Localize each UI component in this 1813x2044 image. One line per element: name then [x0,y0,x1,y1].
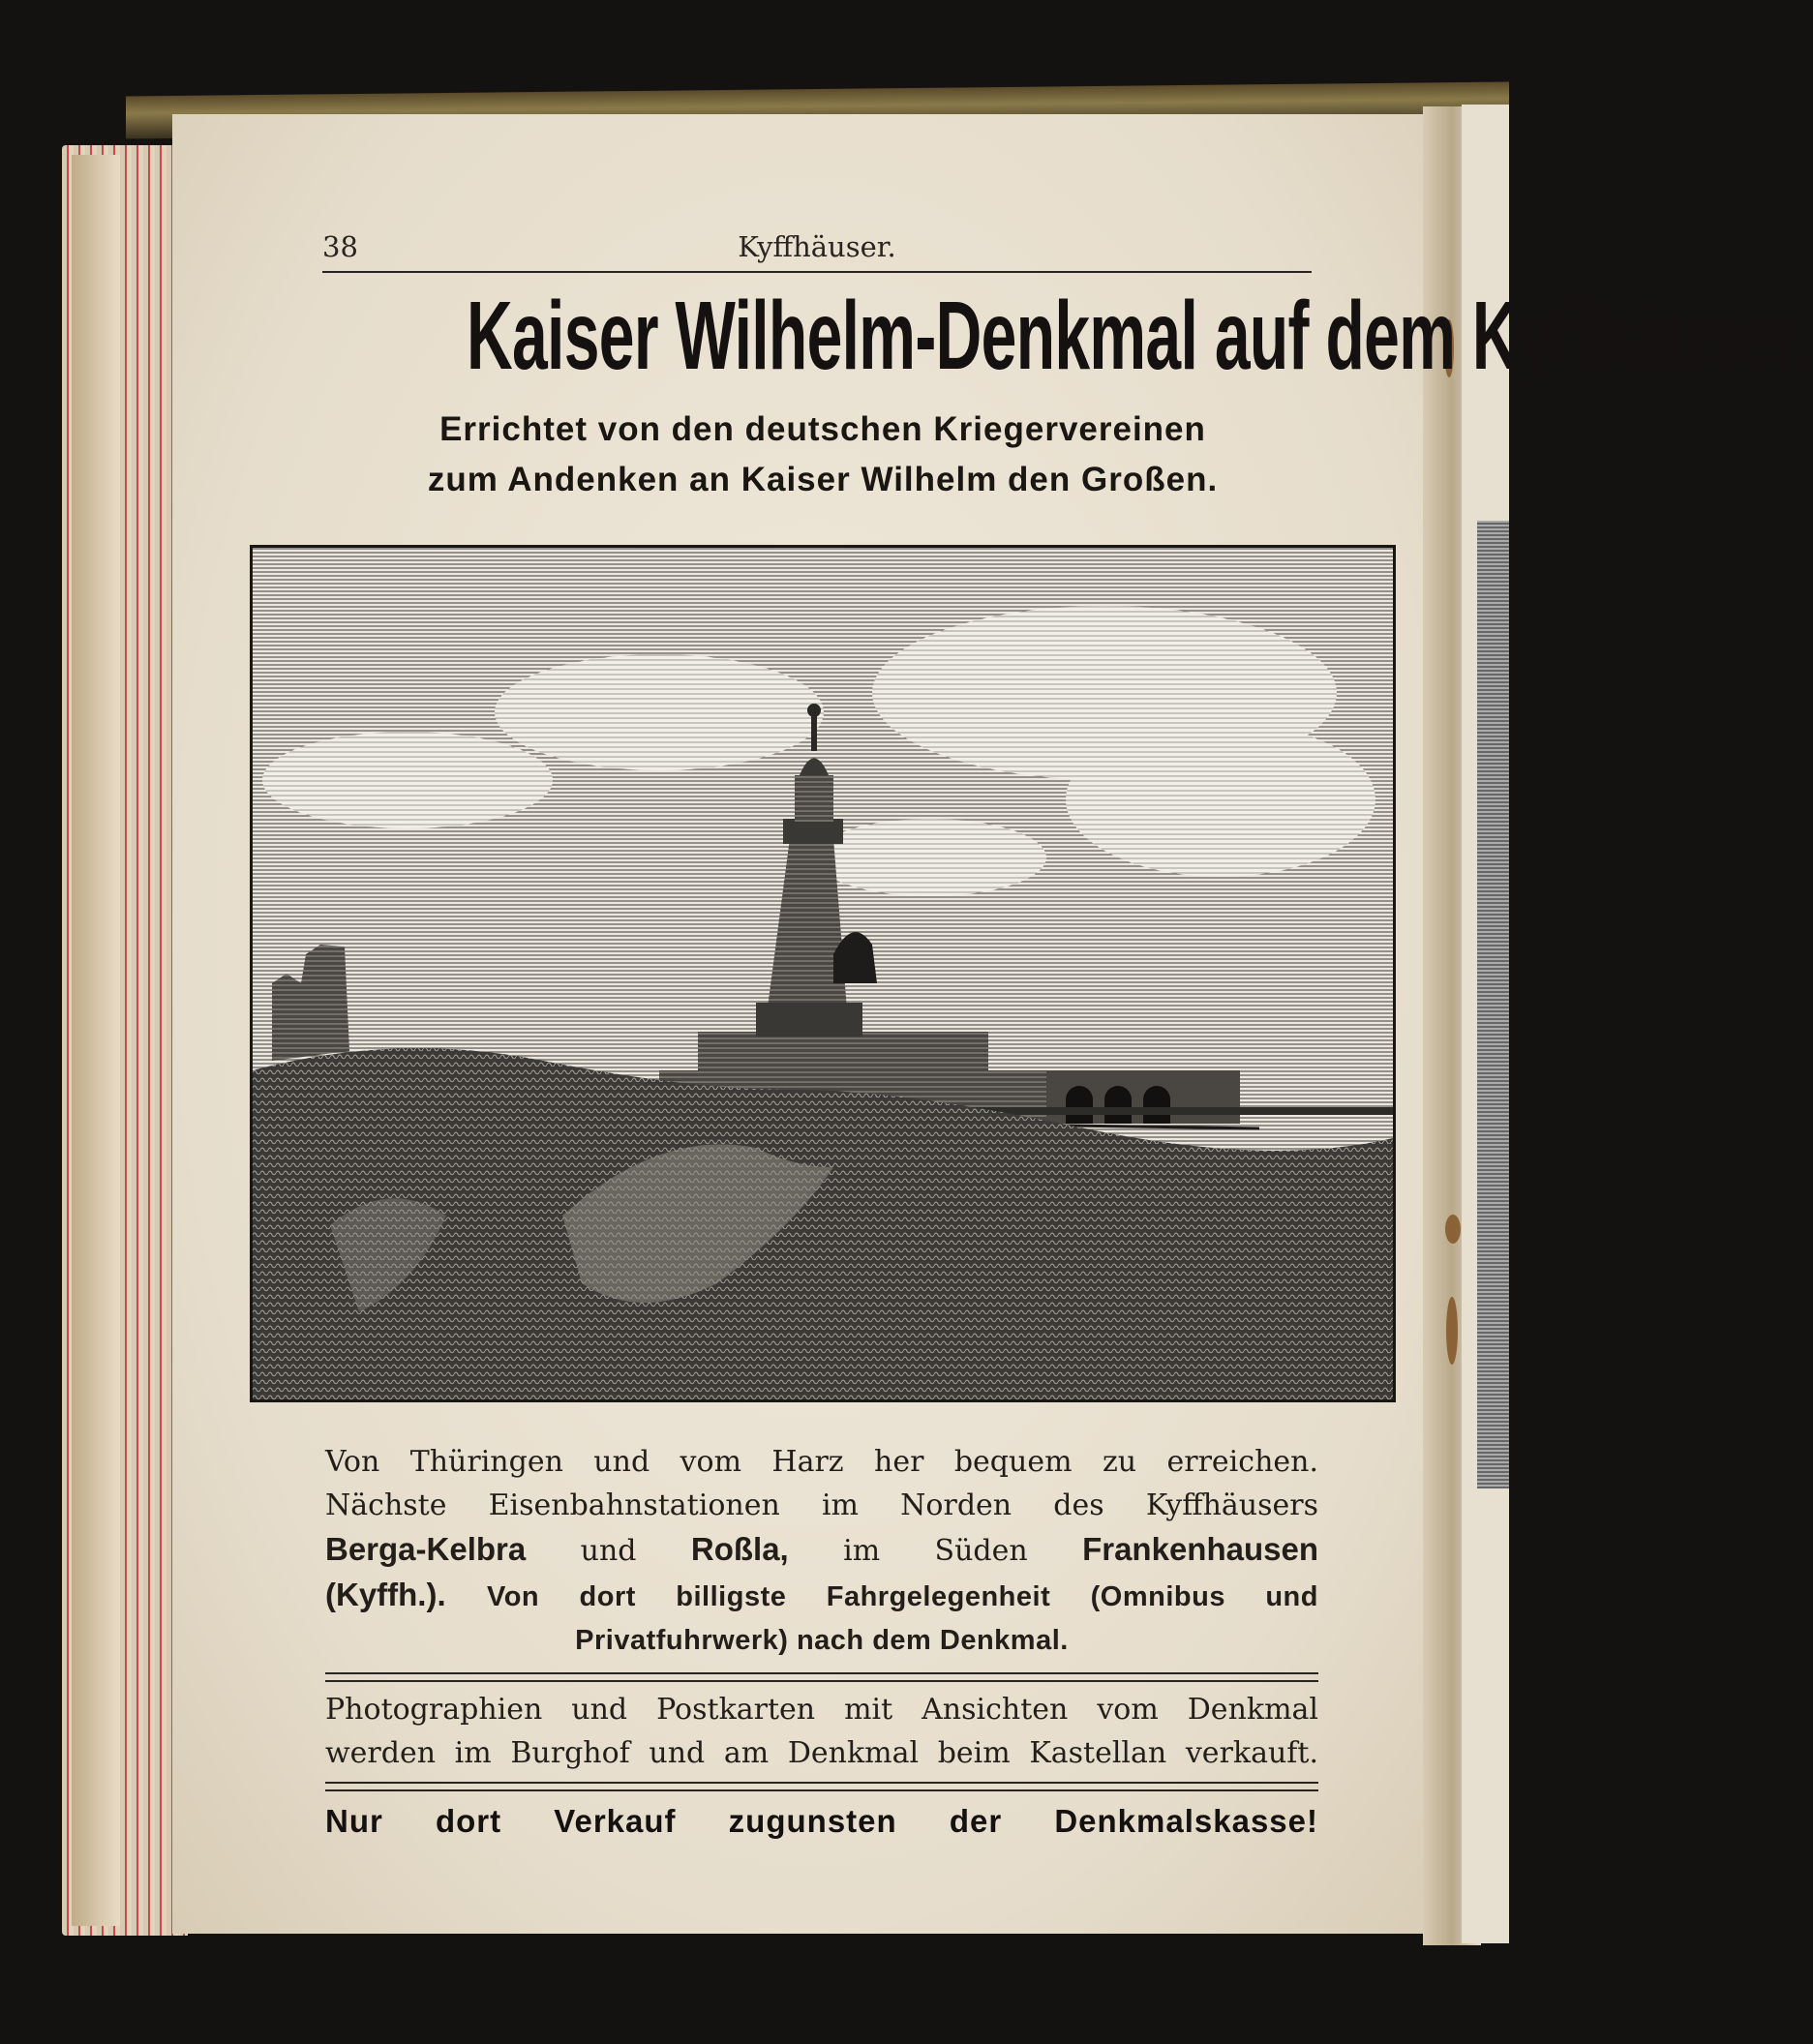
running-title: Kyffhäuser. [738,230,896,263]
directions-line-5: Privatfuhrwerk) nach dem Denkmal. [575,1625,1069,1656]
divider-rule [325,1782,1318,1791]
photo-note-line-1: Photographien und Postkarten mit Ansichten vom Denkmal [325,1693,1318,1727]
station-berga-kelbra: Berga-Kelbra [325,1531,527,1567]
station-frankenhausen: Frankenhausen [1082,1531,1318,1567]
directions-line-2: Nächste Eisenbahnstationen im Norden des Kyffhäusers [325,1488,1318,1522]
photo-note-line-2: werden im Burghof und am Denkmal beim Kastellan verkauft. [325,1736,1318,1770]
directions-line-1: Von Thüringen und vom Harz her bequem zu erreichen. [325,1445,1318,1479]
subtitle [310,405,1336,505]
station-rossla: Roßla, [690,1531,789,1567]
engraving-illustration [253,548,1393,1399]
conjunction: und [580,1534,637,1568]
directions-line-4 [325,1573,1318,1619]
photo-note [325,1688,1318,1775]
monument-engraving [250,545,1396,1402]
closing-notice: Nur dort Verkauf zugunsten der Denkmalskasse! [325,1803,1318,1839]
directions-line-3 [325,1527,1318,1573]
station-suffix: (Kyffh.). [325,1577,446,1612]
direction-south: im Süden [843,1534,1028,1568]
transport-info: Von dort billigste Fahrgelegenheit (Omnibus und [487,1581,1318,1612]
subtitle-line-2: zum Andenken an Kaiser Wilhelm den Großen. [427,461,1219,498]
page-title: Kaiser Wilhelm-Denkmal auf dem Kyffhäuser. [467,282,1813,390]
directions-text [325,1440,1318,1663]
subtitle-line-1: Errichtet von den deutschen Kriegervereinen [439,410,1206,448]
divider-rule [325,1672,1318,1682]
running-head [322,228,1312,273]
page-number: 38 [322,230,358,263]
